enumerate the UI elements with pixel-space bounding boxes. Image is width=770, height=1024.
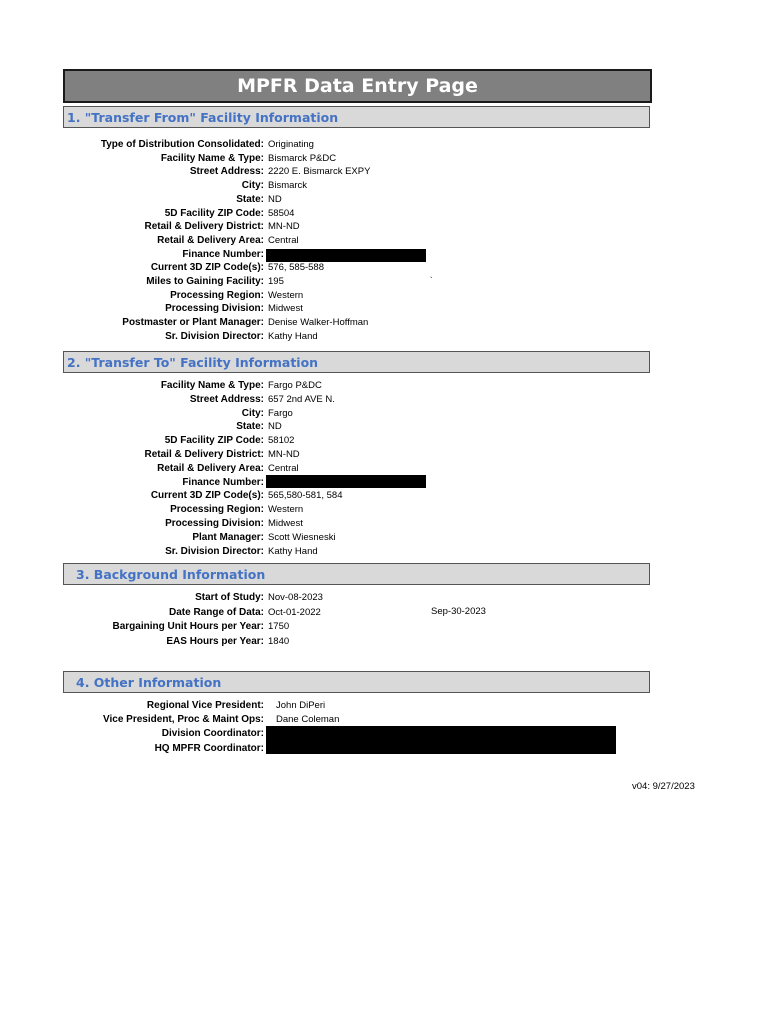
field-label: HQ MPFR Coordinator: (154, 742, 264, 754)
field-label: Retail & Delivery District: (144, 221, 264, 233)
field-label: Sr. Division Director: (165, 545, 264, 557)
field-row (0, 545, 318, 558)
field-label: Date Range of Data: (168, 606, 264, 618)
field-row (0, 713, 340, 726)
field-value: Midwest (268, 303, 303, 315)
field-label: Retail & Delivery Area: (157, 462, 264, 474)
field-row (0, 517, 303, 530)
section-2-heading-text: 2. "Transfer To" Facility Information (67, 355, 319, 370)
page-title: MPFR Data Entry Page (63, 69, 652, 103)
field-label: Start of Study: (195, 592, 264, 603)
field-row (0, 165, 371, 178)
field-row (0, 420, 282, 433)
field-label: Retail & Delivery Area: (157, 234, 264, 246)
field-label: Facility Name & Type: (160, 152, 264, 164)
field-row (0, 379, 322, 392)
field-label: Plant Manager: (192, 531, 264, 543)
field-value: Scott Wiesneski (268, 531, 336, 543)
field-row (0, 316, 369, 329)
field-value: MN-ND (268, 449, 300, 460)
field-label: Bargaining Unit Hours per Year: (112, 621, 264, 633)
finance-number-redaction-2 (266, 475, 426, 488)
field-row (0, 179, 308, 192)
field-label: State: (236, 421, 264, 433)
field-label: Facility Name & Type: (160, 380, 264, 391)
field-value: 657 2nd AVE N. (268, 393, 335, 405)
field-label: EAS Hours per Year: (166, 636, 264, 648)
field-row (0, 261, 324, 274)
field-row (0, 330, 318, 343)
field-label: Current 3D ZIP Code(s): (150, 490, 264, 502)
section-3-heading (63, 563, 650, 585)
field-row (0, 620, 290, 633)
field-value: 58504 (268, 207, 295, 219)
field-label: Type of Distribution Consolidated: (100, 139, 264, 150)
field-value: Central (268, 234, 299, 246)
field-label: Sr. Division Director: (165, 330, 264, 342)
field-value: 1840 (268, 636, 290, 648)
field-label: Finance Number: (182, 248, 264, 260)
field-label: City: (241, 180, 264, 192)
field-value: Bismarck P&DC (268, 152, 337, 164)
field-row (0, 462, 299, 475)
field-row (0, 503, 304, 516)
field-value: 2220 E. Bismarck EXPY (268, 166, 371, 178)
field-row (0, 152, 337, 165)
field-row (0, 591, 323, 604)
field-value: ND (268, 421, 282, 433)
field-label: Processing Division: (165, 303, 264, 315)
field-value: 1750 (268, 621, 290, 633)
section-3-heading-text: 3. Background Information (76, 567, 266, 582)
field-row (0, 207, 295, 220)
field-row (0, 393, 335, 406)
field-value: Denise Walker-Hoffman (268, 317, 369, 329)
field-row (0, 635, 290, 648)
field-row (0, 448, 300, 461)
field-row (0, 220, 300, 233)
field-row (0, 531, 336, 544)
field-value: Oct-01-2022 (268, 606, 321, 618)
field-row (0, 434, 295, 447)
field-value: 58102 (268, 435, 295, 447)
field-label: Street Address: (189, 166, 264, 178)
field-value: Fargo (268, 407, 293, 419)
field-label: 5D Facility ZIP Code: (164, 207, 264, 219)
field-value: Western (268, 504, 304, 516)
field-row (0, 476, 264, 489)
field-row (0, 138, 314, 151)
field-label: State: (236, 193, 264, 205)
field-label: Street Address: (189, 393, 264, 405)
field-label: Retail & Delivery District: (144, 449, 264, 460)
field-value: John DiPeri (276, 700, 326, 711)
field-value: 195 (268, 276, 284, 287)
field-label: Finance Number: (182, 476, 264, 488)
field-value: 576, 585-588 (268, 262, 324, 274)
field-value: Nov-08-2023 (268, 592, 323, 603)
field-value: Dane Coleman (276, 714, 340, 726)
field-value: Fargo P&DC (268, 380, 322, 391)
field-label: Current 3D ZIP Code(s): (150, 262, 264, 274)
field-value: ND (268, 193, 282, 205)
field-value: Midwest (268, 518, 303, 529)
field-value: MN-ND (268, 221, 300, 233)
field-value: Western (268, 289, 304, 301)
coordinator-redaction (266, 726, 616, 754)
field-value: 565,580-581, 584 (268, 490, 343, 502)
section-4-heading (63, 671, 650, 693)
field-row (0, 606, 321, 619)
field-value: Bismarck (268, 180, 308, 192)
field-label: Processing Division: (165, 518, 264, 529)
field-value: Central (268, 462, 299, 474)
field-label: City: (241, 407, 264, 419)
field-label: 5D Facility ZIP Code: (164, 435, 264, 447)
field-row (0, 727, 264, 740)
field-row (0, 289, 304, 302)
version-footer: v04: 9/27/2023 (632, 781, 695, 792)
field-row (0, 275, 284, 288)
field-label: Miles to Gaining Facility: (146, 276, 264, 287)
field-value: Kathy Hand (268, 330, 318, 342)
field-value: Originating (268, 139, 314, 150)
field-row (0, 234, 299, 247)
field-row (0, 248, 264, 261)
field-row (0, 407, 293, 420)
section-4-heading-text: 4. Other Information (76, 675, 222, 690)
finance-number-redaction-1 (266, 249, 426, 262)
stray-mark: ` (430, 276, 433, 285)
field-label: Regional Vice President: (146, 700, 264, 711)
field-label: Postmaster or Plant Manager: (122, 317, 264, 329)
field-row (0, 742, 264, 755)
field-label: Processing Region: (170, 289, 264, 301)
field-label: Vice President, Proc & Maint Ops: (103, 714, 264, 726)
field-label: Division Coordinator: (161, 728, 264, 740)
field-row (0, 302, 303, 315)
field-label: Processing Region: (170, 504, 264, 516)
date-range-end: Sep-30-2023 (431, 606, 486, 617)
field-value: Kathy Hand (268, 545, 318, 557)
section-1-heading (63, 106, 650, 128)
section-1-heading-text: 1. "Transfer From" Facility Information (67, 110, 339, 125)
section-2-heading (63, 351, 650, 373)
field-row (0, 699, 326, 712)
field-row (0, 193, 282, 206)
field-row (0, 489, 343, 502)
